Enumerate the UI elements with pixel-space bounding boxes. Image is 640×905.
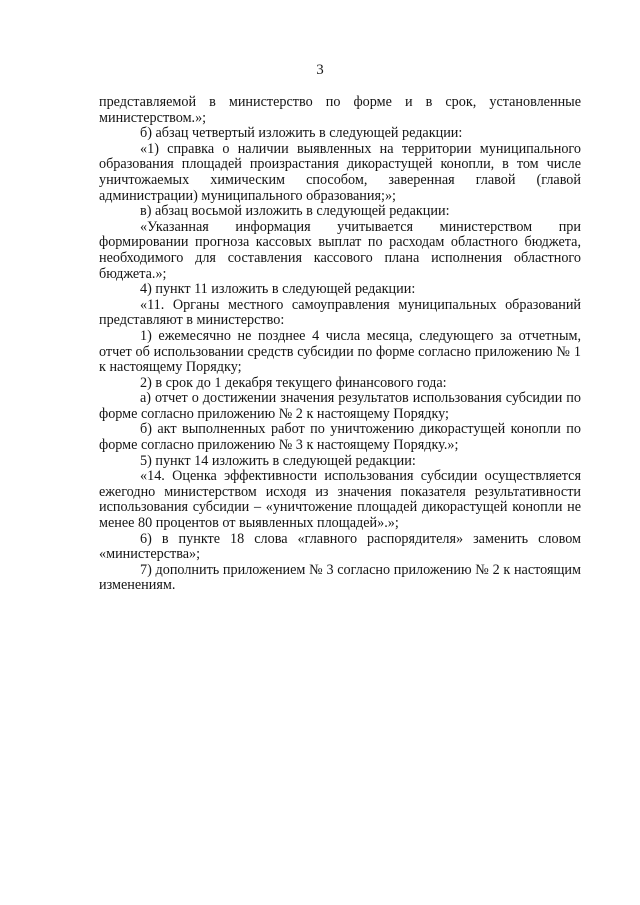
document-body bbox=[99, 95, 581, 594]
paragraph-subitem-b: б) акт выполненных работ по уничтожению дикорастущей конопли по форме согласно приложению № 3 к настоящему Порядку.»; bbox=[99, 421, 581, 454]
paragraph-item-4: 4) пункт 11 изложить в следующей редакции: bbox=[140, 281, 416, 298]
paragraph-subitem-2: 2) в срок до 1 декабря текущего финансового года: bbox=[140, 374, 447, 391]
paragraph-item-b: б) абзац четвертый изложить в следующей редакции: bbox=[140, 125, 463, 142]
paragraph-subitem-1: 1) ежемесячно не позднее 4 числа месяца, следующего за отчетным, отчет об использовании средств субсидии по форме согласно приложению № 1 к настоящему Порядку; bbox=[99, 327, 581, 376]
paragraph-quote-info: «Указанная информация учитывается министерством при формировании прогноза кассовых выплат по расходам областного бюджета, необходимого для составления кассового плана исполнения областного бюджета.»; bbox=[99, 218, 581, 282]
paragraph-quote-14: «14. Оценка эффективности использования субсидии осуществляется ежегодно министерством исходя из значения показателя результативности использования субсидии – «уничтожение площадей дикорастущей конопли не менее 80 процентов от выявленных площадей».»; bbox=[99, 468, 581, 532]
paragraph-item-6: 6) в пункте 18 слова «главного распорядителя» заменить словом «министерства»; bbox=[99, 530, 581, 563]
paragraph-subitem-a: а) отчет о достижении значения результатов использования субсидии по форме согласно приложению № 2 к настоящему Порядку; bbox=[99, 390, 581, 422]
paragraph-item-v: в) абзац восьмой изложить в следующей редакции: bbox=[140, 203, 450, 220]
paragraph-item-5: 5) пункт 14 изложить в следующей редакции: bbox=[140, 452, 416, 469]
paragraph-quote-11: «11. Органы местного самоуправления муниципальных образований представляют в министерство: bbox=[99, 296, 581, 329]
paragraph-item-7: 7) дополнить приложением № 3 согласно приложению № 2 к настоящим изменениям. bbox=[99, 561, 581, 594]
paragraph-quote-1: «1) справка о наличии выявленных на территории муниципального образования площадей произрастания дикорастущей конопли, в том числе уничтожаемых химическим способом, заверенная главой (главой администрации) муниципального образования;»; bbox=[99, 140, 581, 204]
paragraph-continuation: представляемой в министерство по форме и в срок, установленные министерством.»; bbox=[99, 94, 581, 126]
page-number: 3 bbox=[316, 62, 324, 78]
